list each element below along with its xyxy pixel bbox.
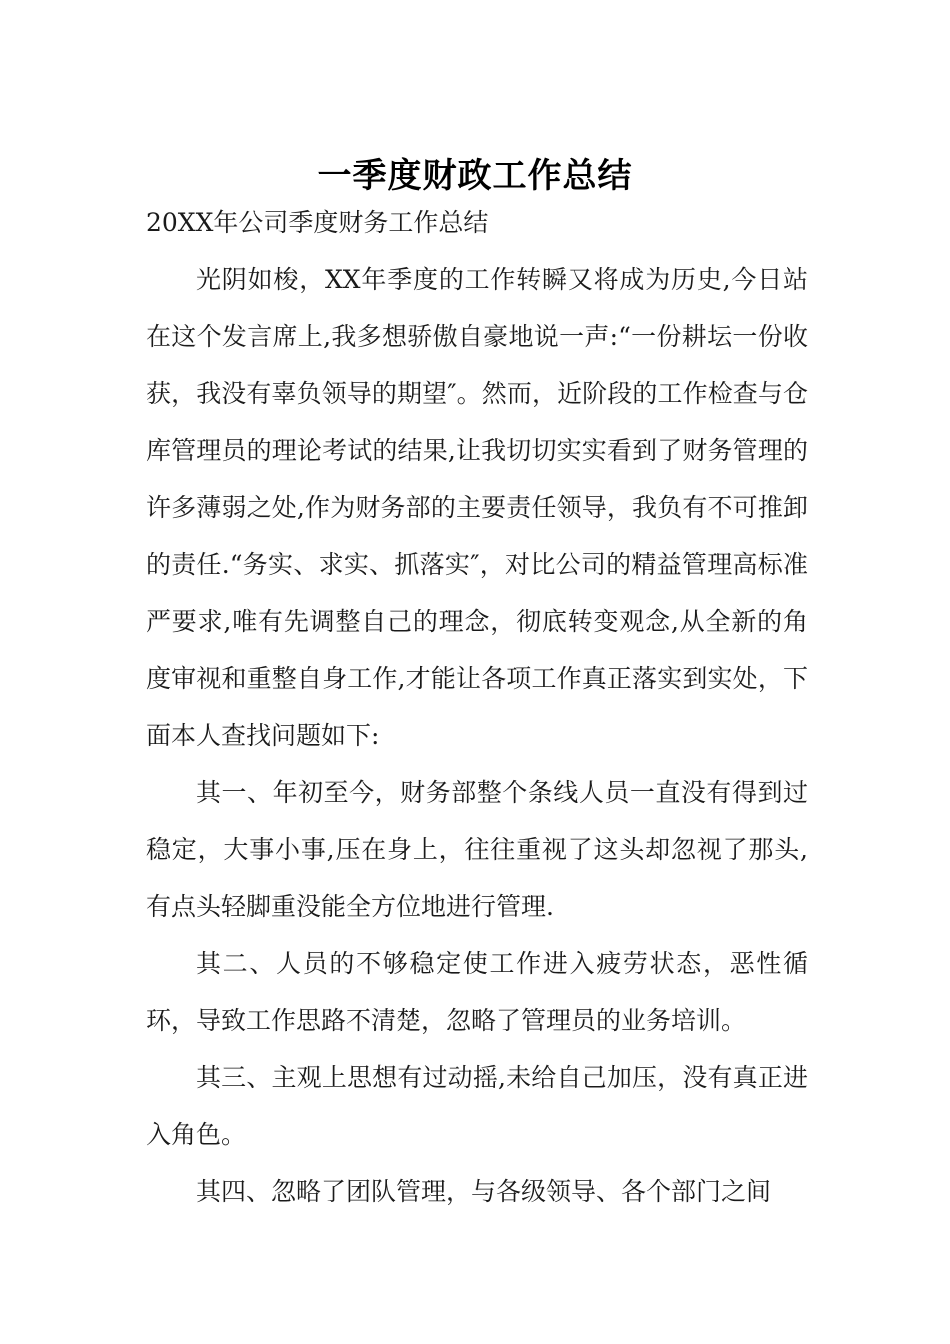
document-subtitle: 20XX年公司季度财务工作总结 — [146, 208, 489, 237]
paragraph: 其一、年初至今，财务部整个条线人员一直没有得到过稳定，大事小事,压在身上，往往重视了这头却忽视了那头,有点头轻脚重没能全方位地进行管理. — [146, 778, 808, 921]
paragraph: 其三、主观上思想有过动摇,未给自己加压，没有真正进入角色。 — [146, 1063, 808, 1149]
document-body — [146, 194, 808, 1220]
document-title: 一季度财政工作总结 — [317, 155, 633, 196]
paragraph: 光阴如梭，XX年季度的工作转瞬又将成为历史,今日站在这个发言席上,我多想骄傲自豪地说一声:“一份耕坛一份收获，我没有辜负领导的期望″。然而，近阶段的工作检查与仓库管理员的理论考试的结果,让我切切实实看到了财务管理的许多薄弱之处,作为财务部的主要责任领导，我负有不可推卸的责任.“务实、求实、抓落实″，对比公司的精益管理高标准严要求,唯有先调整自己的理念，彻底转变观念,从全新的角度审视和重整自身工作,才能让各项工作真正落实到实处，下面本人查找问题如下: — [146, 265, 808, 750]
paragraph: 其二、人员的不够稳定使工作进入疲劳状态，恶性循环，导致工作思路不清楚，忽略了管理员的业务培训。 — [146, 949, 808, 1035]
paragraph: 其四、忽略了团队管理，与各级领导、各个部门之间 — [196, 1177, 772, 1206]
